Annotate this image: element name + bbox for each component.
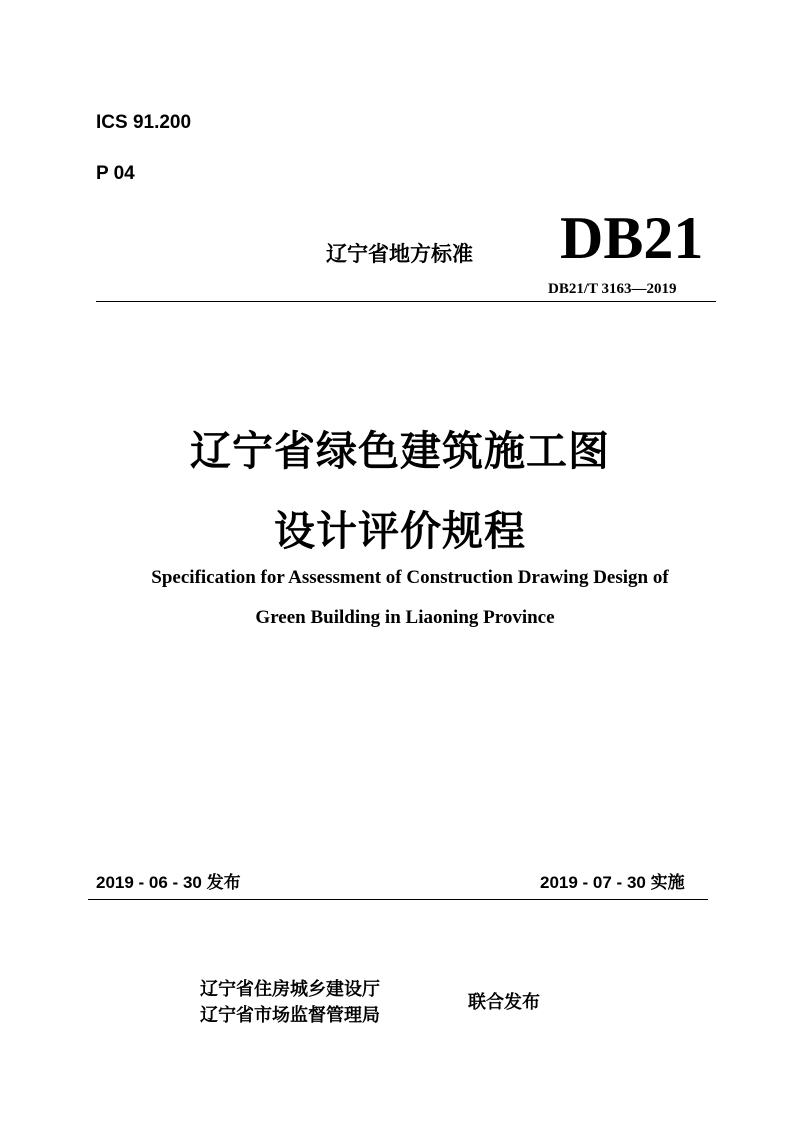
ics-code: ICS 91.200: [96, 112, 192, 133]
footer-divider: [88, 899, 708, 900]
publisher-org-2: 辽宁省市场监督管理局: [200, 1005, 380, 1025]
title-chinese-line-1: 辽宁省绿色建筑施工图: [190, 428, 610, 474]
header-divider: [96, 301, 716, 302]
publisher-org-1: 辽宁省住房城乡建设厅: [200, 979, 380, 999]
title-english-line-2: Green Building in Liaoning Province: [255, 607, 555, 628]
standard-type-label: 辽宁省地方标准: [326, 243, 473, 266]
title-english-line-1: Specification for Assessment of Construction Drawing Design of: [151, 567, 669, 588]
implementation-date: 2019 - 07 - 30 实施: [540, 873, 685, 892]
standard-mark: DB21: [560, 205, 704, 271]
joint-publish-label: 联合发布: [468, 992, 540, 1012]
classification-code: P 04: [96, 163, 135, 184]
issue-date: 2019 - 06 - 30 发布: [96, 873, 241, 892]
title-chinese-line-2: 设计评价规程: [274, 508, 526, 554]
standard-number: DB21/T 3163—2019: [548, 281, 677, 297]
